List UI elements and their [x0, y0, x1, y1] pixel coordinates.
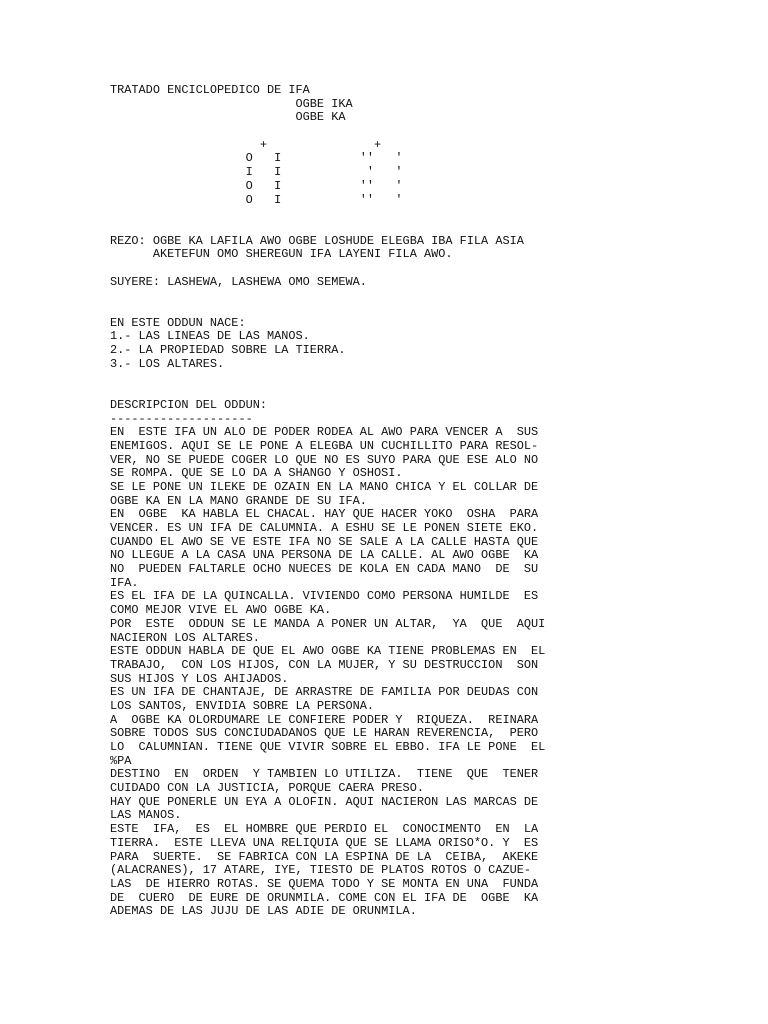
body-line: NO LLEGUE A LA CASA UNA PERSONA DE LA CALLE. AL AWO OGBE KA [110, 548, 539, 563]
body-line: VER, NO SE PUEDE COGER LO QUE NO ES SUYO PARA QUE ESE ALO NO [110, 452, 539, 467]
descripcion-body [110, 426, 760, 919]
signature-row: O I '' ' [110, 192, 403, 207]
body-line: DESTINO EN ORDEN Y TAMBIEN LO UTILIZA. TIENE QUE TENER [110, 767, 539, 782]
rezo-line: REZO: OGBE KA LAFILA AWO OGBE LOSHUDE ELEGBA IBA FILA ASIA [110, 233, 524, 248]
spacer [110, 262, 760, 276]
body-line: ADEMAS DE LAS JUJU DE LAS ADIE DE ORUNMILA. [110, 904, 417, 919]
body-line: NACIERON LOS ALTARES. [110, 630, 260, 645]
descripcion-section [110, 399, 760, 919]
nace-section [110, 317, 760, 372]
body-line: LAS MANOS. [110, 808, 182, 823]
body-line: LO CALUMNIAN. TIENE QUE VIVIR SOBRE EL EBBO. IFA LE PONE EL [110, 740, 546, 754]
body-line: SE ROMPA. QUE SE LO DA A SHANGO Y OSHOSI. [110, 466, 403, 481]
body-line: CUIDADO CON LA JUSTICIA, PORQUE CAERA PRESO. [110, 781, 424, 796]
nace-item: 2.- LA PROPIEDAD SOBRE LA TIERRA. [110, 343, 346, 358]
body-line: PARA SUERTE. SE FABRICA CON LA ESPINA DE LA CEIBA, AKEKE [110, 849, 539, 864]
odu-name-secondary: OGBE KA [110, 110, 346, 125]
body-line: TRABAJO, CON LOS HIJOS, CON LA MUJER, Y SU DESTRUCCION SON [110, 657, 539, 672]
document-page [110, 84, 760, 919]
rezo-section [110, 235, 760, 262]
spacer [110, 385, 760, 399]
body-line: A OGBE KA OLORDUMARE LE CONFIERE PODER Y RIQUEZA. REINARA [110, 712, 539, 727]
body-line: ESTE IFA, ES EL HOMBRE QUE PERDIO EL CONOCIMENTO EN LA [110, 822, 539, 837]
document-title: TRATADO ENCICLOPEDICO DE IFA [110, 83, 310, 97]
body-line: SOBRE TODOS SUS CONCIUDADANOS QUE LE HARAN REVERENCIA, PERO [110, 726, 539, 741]
signature-row: + + [110, 137, 382, 152]
body-line: OGBE KA EN LA MANO GRANDE DE SU IFA. [110, 493, 367, 508]
signature-row [110, 125, 760, 139]
body-line: CUANDO EL AWO SE VE ESTE IFA NO SE SALE A LA CALLE HASTA QUE [110, 534, 539, 549]
body-line: ENEMIGOS. AQUI SE LE PONE A ELEGBA UN CUCHILLITO PARA RESOL- [110, 438, 539, 453]
body-line: IFA. [110, 575, 139, 590]
descripcion-heading: DESCRIPCION DEL ODDUN: [110, 397, 267, 412]
spacer [110, 289, 760, 303]
body-line: SUS HIJOS Y LOS AHIJADOS. [110, 671, 289, 686]
signature-row: O I '' ' [110, 178, 403, 193]
body-line: TIERRA. ESTE LLEVA UNA RELIQUIA QUE SE LLAMA ORISO*O. Y ES [110, 835, 539, 850]
odu-signature-figure [110, 125, 760, 207]
body-line: ES UN IFA DE CHANTAJE, DE ARRASTRE DE FAMILIA POR DEUDAS CON [110, 685, 539, 700]
nace-item: 3.- LOS ALTARES. [110, 356, 225, 371]
odu-name-primary: OGBE IKA [110, 96, 353, 111]
signature-row: O I '' ' [110, 151, 403, 166]
body-line: POR ESTE ODDUN SE LE MANDA A PONER UN ALTAR, YA QUE AQUI [110, 616, 546, 631]
nace-item: 1.- LAS LINEAS DE LAS MANOS. [110, 329, 310, 344]
spacer [110, 303, 760, 317]
body-line: DE CUERO DE EURE DE ORUNMILA. COME CON EL IFA DE OGBE KA [110, 890, 539, 905]
spacer [110, 371, 760, 385]
body-line: ESTE ODDUN HABLA DE QUE EL AWO OGBE KA TIENE PROBLEMAS EN EL [110, 644, 546, 659]
body-line: VENCER. ES UN IFA DE CALUMNIA. A ESHU SE LE PONEN SIETE EKO. [110, 521, 539, 535]
suyere-line: SUYERE: LASHEWA, LASHEWA OMO SEMEWA. [110, 274, 367, 289]
body-line: HAY QUE PONERLE UN EYA A OLOFIN. AQUI NACIERON LAS MARCAS DE [110, 794, 539, 809]
body-line: LOS SANTOS, ENVIDIA SOBRE LA PERSONA. [110, 698, 375, 713]
body-line: ES EL IFA DE LA QUINCALLA. VIVIENDO COMO PERSONA HUMILDE ES [110, 589, 539, 604]
body-line: SE LE PONE UN ILEKE DE OZAIN EN LA MANO CHICA Y EL COLLAR DE [110, 479, 539, 494]
body-line: %PA [110, 753, 132, 768]
body-line: COMO MEJOR VIVE EL AWO OGBE KA. [110, 603, 332, 618]
body-line: LAS DE HIERRO ROTAS. SE QUEMA TODO Y SE MONTA EN UNA FUNDA [110, 876, 539, 891]
nace-heading: EN ESTE ODDUN NACE: [110, 315, 246, 330]
body-line: NO PUEDEN FALTARLE OCHO NUECES DE KOLA EN CADA MANO DE SU [110, 562, 539, 577]
spacer [110, 207, 760, 221]
body-line: (ALACRANES), 17 ATARE, IYE, TIESTO DE PLATOS ROTOS O CAZUE- [110, 863, 531, 878]
descripcion-rule: -------------------- [110, 411, 253, 426]
body-line: EN ESTE IFA UN ALO DE PODER RODEA AL AWO PARA VENCER A SUS [110, 425, 539, 440]
signature-row: I I ' ' [110, 165, 403, 180]
spacer [110, 221, 760, 235]
rezo-line: AKETEFUN OMO SHEREGUN IFA LAYENI FILA AWO. [110, 247, 453, 262]
body-line: EN OGBE KA HABLA EL CHACAL. HAY QUE HACER YOKO OSHA PARA [110, 507, 539, 522]
